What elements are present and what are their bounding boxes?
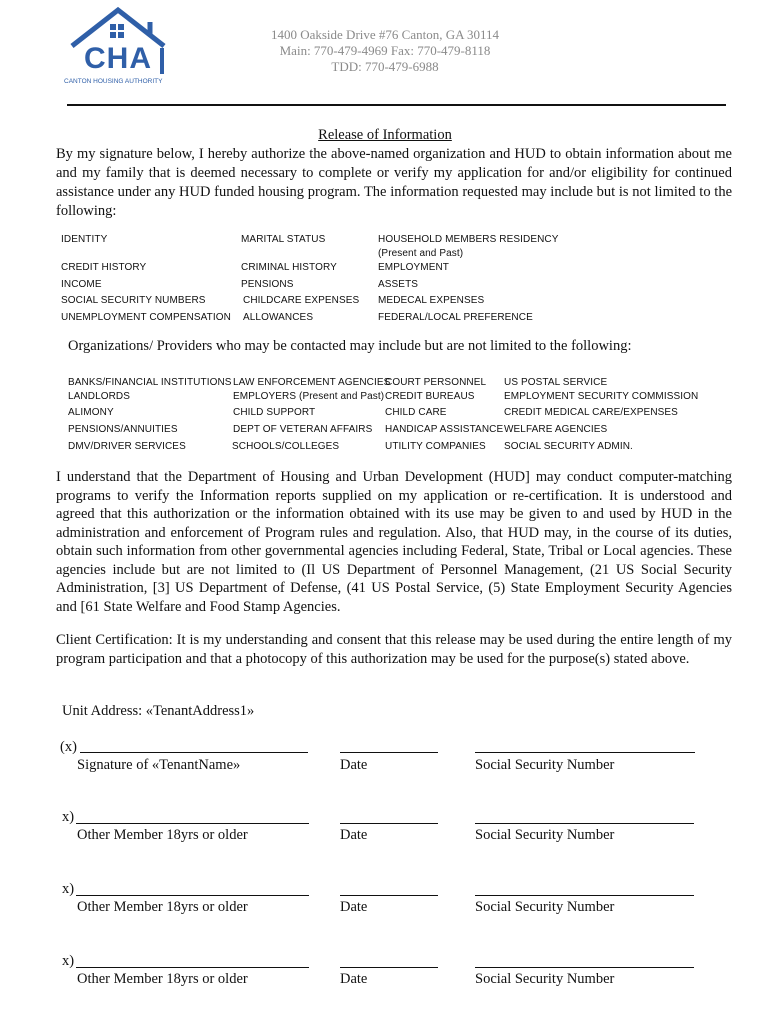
organizations-heading: Organizations/ Providers who may be contacted may include but are not limited to the following: [68, 338, 632, 354]
address-line-1: 1400 Oakside Drive #76 Canton, GA 30114 [270, 27, 500, 42]
org-item: LANDLORDS [68, 391, 131, 402]
org-item: CREDIT BUREAUS [385, 391, 475, 402]
org-item: DMV/DRIVER SERVICES [68, 441, 186, 452]
org-item: CREDIT MEDICAL CARE/EXPENSES [504, 407, 678, 418]
signature-label: Other Member 18yrs or older [77, 827, 248, 843]
org-item: SCHOOLS/COLLEGES [232, 441, 340, 452]
org-item: COURT PERSONNEL [385, 377, 487, 388]
date-line[interactable] [340, 895, 438, 896]
date-label: Date [340, 827, 368, 843]
info-item: INCOME [61, 279, 102, 290]
page-title: Release of Information [318, 127, 452, 143]
info-item: MEDECAL EXPENSES [378, 295, 485, 306]
ssn-label: Social Security Number [475, 971, 615, 987]
address-line-3: TDD: 770-479-6988 [331, 59, 439, 74]
org-item: UTILITY COMPANIES [385, 441, 486, 452]
org-item: CHILD CARE [385, 407, 447, 418]
info-item: SOCIAL SECURITY NUMBERS [61, 295, 206, 306]
info-item: (Present and Past) [378, 248, 464, 259]
info-item: CREDIT HISTORY [61, 262, 147, 273]
ssn-label: Social Security Number [475, 899, 615, 915]
info-item: CRIMINAL HISTORY [241, 262, 337, 273]
info-item: FEDERAL/LOCAL PREFERENCE [378, 312, 533, 323]
date-line[interactable] [340, 967, 438, 968]
org-item: EMPLOYMENT SECURITY COMMISSION [504, 391, 699, 402]
org-item: CHILD SUPPORT [233, 407, 316, 418]
org-item: HANDICAP ASSISTANCE [385, 424, 504, 435]
date-line[interactable] [340, 752, 438, 753]
signature-line[interactable] [80, 752, 308, 753]
info-item: CHILDCARE EXPENSES [243, 295, 360, 306]
signature-label: Signature of «TenantName» [77, 757, 241, 773]
date-label: Date [340, 757, 368, 773]
org-item: SOCIAL SECURITY ADMIN. [504, 441, 633, 452]
client-certification: Client Certification: It is my understanding and consent that this release may be used during the entire length of my program participation and that a photocopy of this authorization may be used for the purpose(s) stated above. [56, 632, 732, 667]
signature-line[interactable] [76, 823, 309, 824]
hud-paragraph: I understand that the Department of Housing and Urban Development (HUD] may conduct computer-matching programs to verify the Information reports supplied on my application or re-certification. It is understood and agreed that this authorization or the information obtained with its use may be given to and used by HUD in the administration and enforcement of Program rules and regulation. Also, that HUD may, in the course of its duties, obtain such information from other governmental agencies including Federal, State, Tribal or Local agencies. These agencies include but are not limited to (Il US Department of Personnel Management, (21 US Social Security Administration, [3] US Department of Defense, (41 US Postal Service, (5) State Employment Security Agencies and [61 State Welfare and Food Stamp Agencies. [56, 469, 732, 615]
info-item: ASSETS [378, 279, 419, 290]
logo-subtext: CANTON HOUSING AUTHORITY [64, 78, 163, 85]
signature-label: Other Member 18yrs or older [77, 899, 248, 915]
logo-text: CHA [84, 42, 152, 75]
info-item: MARITAL STATUS [241, 234, 326, 245]
date-label: Date [340, 971, 368, 987]
org-item: BANKS/FINANCIAL INSTITUTIONS [68, 377, 232, 388]
info-item: EMPLOYMENT [378, 262, 450, 273]
signature-line[interactable] [76, 967, 309, 968]
org-item: WELFARE AGENCIES [504, 424, 608, 435]
ssn-line[interactable] [475, 967, 694, 968]
ssn-line[interactable] [475, 895, 694, 896]
ssn-label: Social Security Number [475, 827, 615, 843]
org-item: PENSIONS/ANNUITIES [68, 424, 178, 435]
ssn-label: Social Security Number [475, 757, 615, 773]
org-item: ALIMONY [68, 407, 114, 418]
address-line-2: Main: 770-479-4969 Fax: 770-479-8118 [279, 43, 491, 58]
ssn-line[interactable] [475, 752, 695, 753]
info-item: PENSIONS [241, 279, 294, 290]
signature-prefix: x) [62, 881, 75, 897]
header-divider [67, 104, 726, 106]
signature-label: Other Member 18yrs or older [77, 971, 248, 987]
signature-prefix: x) [62, 953, 75, 969]
signature-prefix: (x) [60, 739, 77, 755]
intro-paragraph: By my signature below, I hereby authorize the above-named organization and HUD to obtain information about me and my family that is deemed necessary to complete or verify my application for and/or eligibility for continued assistance under any HUD funded housing program. The information requested may include but is not limited to the following: [56, 146, 732, 219]
org-item: LAW ENFORCEMENT AGENCIES [233, 377, 391, 388]
ssn-line[interactable] [475, 823, 694, 824]
unit-address: Unit Address: «TenantAddress1» [62, 703, 255, 719]
info-item: ALLOWANCES [243, 312, 314, 323]
signature-line[interactable] [76, 895, 309, 896]
org-item: US POSTAL SERVICE [504, 377, 608, 388]
date-label: Date [340, 899, 368, 915]
info-item: HOUSEHOLD MEMBERS RESIDENCY [378, 234, 559, 245]
info-item: UNEMPLOYMENT COMPENSATION [61, 312, 231, 323]
info-item: IDENTITY [61, 234, 108, 245]
date-line[interactable] [340, 823, 438, 824]
signature-prefix: x) [62, 809, 75, 825]
org-item: EMPLOYERS (Present and Past) [233, 391, 385, 402]
org-item: DEPT OF VETERAN AFFAIRS [233, 424, 373, 435]
